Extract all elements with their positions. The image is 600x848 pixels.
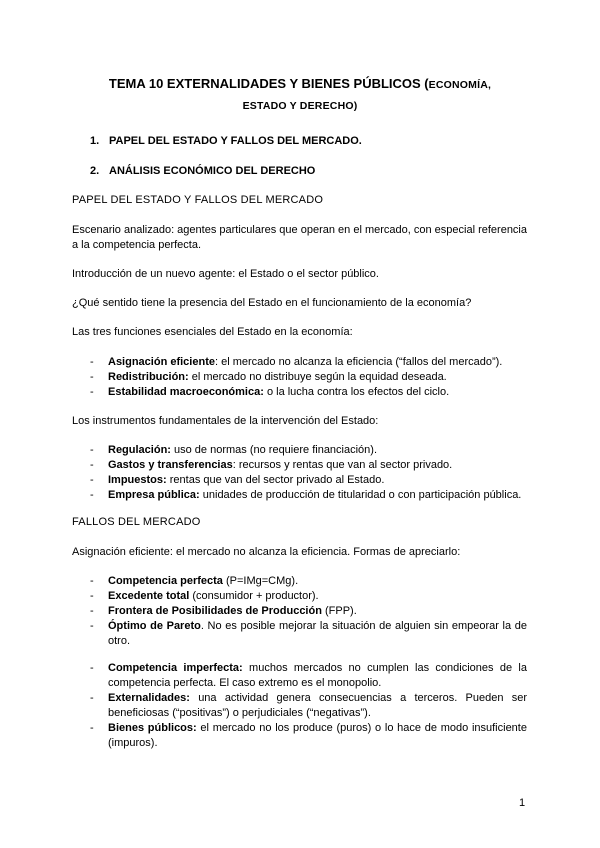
list-term: Competencia perfecta (108, 575, 223, 587)
list-item (72, 355, 527, 370)
paragraph: Escenario analizado: agentes particulares que operan en el mercado, con especial referencia a la competencia perfecta. (72, 224, 527, 251)
list-term: Gastos y transferencias (108, 459, 233, 471)
dash-marker: - (90, 356, 94, 368)
toc-label: PAPEL DEL ESTADO Y FALLOS DEL MERCADO. (109, 135, 362, 147)
paragraph: ¿Qué sentido tiene la presencia del Estado en el funcionamiento de la economía? (72, 297, 472, 309)
list-text: . No es posible mejorar la situación de alguien sin empeorar la de otro. (108, 620, 527, 647)
list-item (72, 443, 527, 458)
list-item (72, 458, 527, 473)
list-term: Frontera de Posibilidades de Producción (108, 605, 322, 617)
list-text: el mercado no distribuye según la equidad deseada. (188, 371, 447, 383)
list-text: (P=IMg=CMg). (222, 575, 299, 587)
dash-marker: - (90, 590, 94, 602)
list-text: (FPP). (321, 605, 357, 617)
list-item (72, 473, 527, 488)
toc-label: ANÁLISIS ECONÓMICO DEL DERECHO (109, 165, 316, 177)
list-item (72, 619, 527, 649)
dash-marker: - (90, 605, 94, 617)
dash-marker: - (90, 474, 94, 486)
toc-item (90, 135, 362, 147)
list-text: rentas que van del sector privado al Estado. (166, 474, 385, 486)
dash-marker: - (90, 662, 94, 674)
instruments-list (72, 443, 527, 503)
toc-item (90, 165, 315, 177)
list-term: Excedente total (108, 590, 190, 602)
dash-marker: - (90, 371, 94, 383)
page-number: 1 (519, 797, 526, 809)
list-text: unidades de producción de titularidad o con participación pública. (199, 489, 522, 501)
list-term: Estabilidad macroeconómica: (108, 386, 264, 398)
functions-list (72, 355, 527, 400)
list-item (72, 370, 527, 385)
list-text: (consumidor + productor). (189, 590, 319, 602)
document-title (72, 74, 528, 116)
list-text: el mercado no los produce (puros) o lo hace de modo insuficiente (impuros). (108, 722, 527, 749)
title-small-2: ESTADO Y DERECHO) (242, 100, 358, 112)
dash-marker: - (90, 620, 94, 632)
list-text: muchos mercados no cumplen las condiciones de la competencia perfecta. El caso extremo es el monopolio. (108, 662, 527, 689)
list-item (72, 589, 527, 604)
list-item (72, 574, 527, 589)
list-text: o la lucha contra los efectos del ciclo. (263, 386, 450, 398)
list-term: Bienes públicos: (108, 722, 197, 734)
dash-marker: - (90, 459, 94, 471)
dash-marker: - (90, 444, 94, 456)
section-heading: PAPEL DEL ESTADO Y FALLOS DEL MERCADO (72, 194, 324, 206)
toc-number: 1. (90, 135, 100, 147)
list-term: Impuestos: (108, 474, 167, 486)
list-term: Empresa pública: (108, 489, 200, 501)
toc-number: 2. (90, 165, 100, 177)
list-term: Competencia imperfecta: (108, 662, 243, 674)
dash-marker: - (90, 386, 94, 398)
list-text: uso de normas (no requiere financiación). (170, 444, 378, 456)
dash-marker: - (90, 489, 94, 501)
forms-list (72, 574, 527, 649)
title-small-1: ECONOMÍA, (428, 79, 492, 91)
list-item (72, 661, 527, 691)
list-text: una actividad genera consecuencias a terceros. Pueden ser beneficiosas (“positivas”) o perjudiciales (“negativas”). (108, 692, 527, 719)
dash-marker: - (90, 692, 94, 704)
list-item (72, 721, 527, 751)
section-heading: FALLOS DEL MERCADO (72, 516, 201, 528)
list-item (72, 604, 527, 619)
paragraph: Los instrumentos fundamentales de la intervención del Estado: (72, 415, 379, 427)
list-term: Externalidades: (108, 692, 190, 704)
dash-marker: - (90, 575, 94, 587)
title-main: TEMA 10 EXTERNALIDADES Y BIENES PÚBLICOS ( (108, 76, 429, 91)
list-term: Óptimo de Pareto (108, 620, 201, 632)
list-term: Asignación eficiente (108, 356, 215, 368)
list-text: : recursos y rentas que van al sector privado. (232, 459, 453, 471)
list-item (72, 385, 527, 400)
list-item (72, 488, 527, 503)
list-text: : el mercado no alcanza la eficiencia (“fallos del mercado”). (214, 356, 503, 368)
list-term: Redistribución: (108, 371, 189, 383)
dash-marker: - (90, 722, 94, 734)
paragraph: Introducción de un nuevo agente: el Estado o el sector público. (72, 268, 379, 280)
paragraph: Las tres funciones esenciales del Estado en la economía: (72, 326, 353, 338)
paragraph: Asignación eficiente: el mercado no alcanza la eficiencia. Formas de apreciarlo: (72, 546, 461, 558)
list-item (72, 691, 527, 721)
list-term: Regulación: (108, 444, 171, 456)
failures-list (72, 661, 527, 751)
